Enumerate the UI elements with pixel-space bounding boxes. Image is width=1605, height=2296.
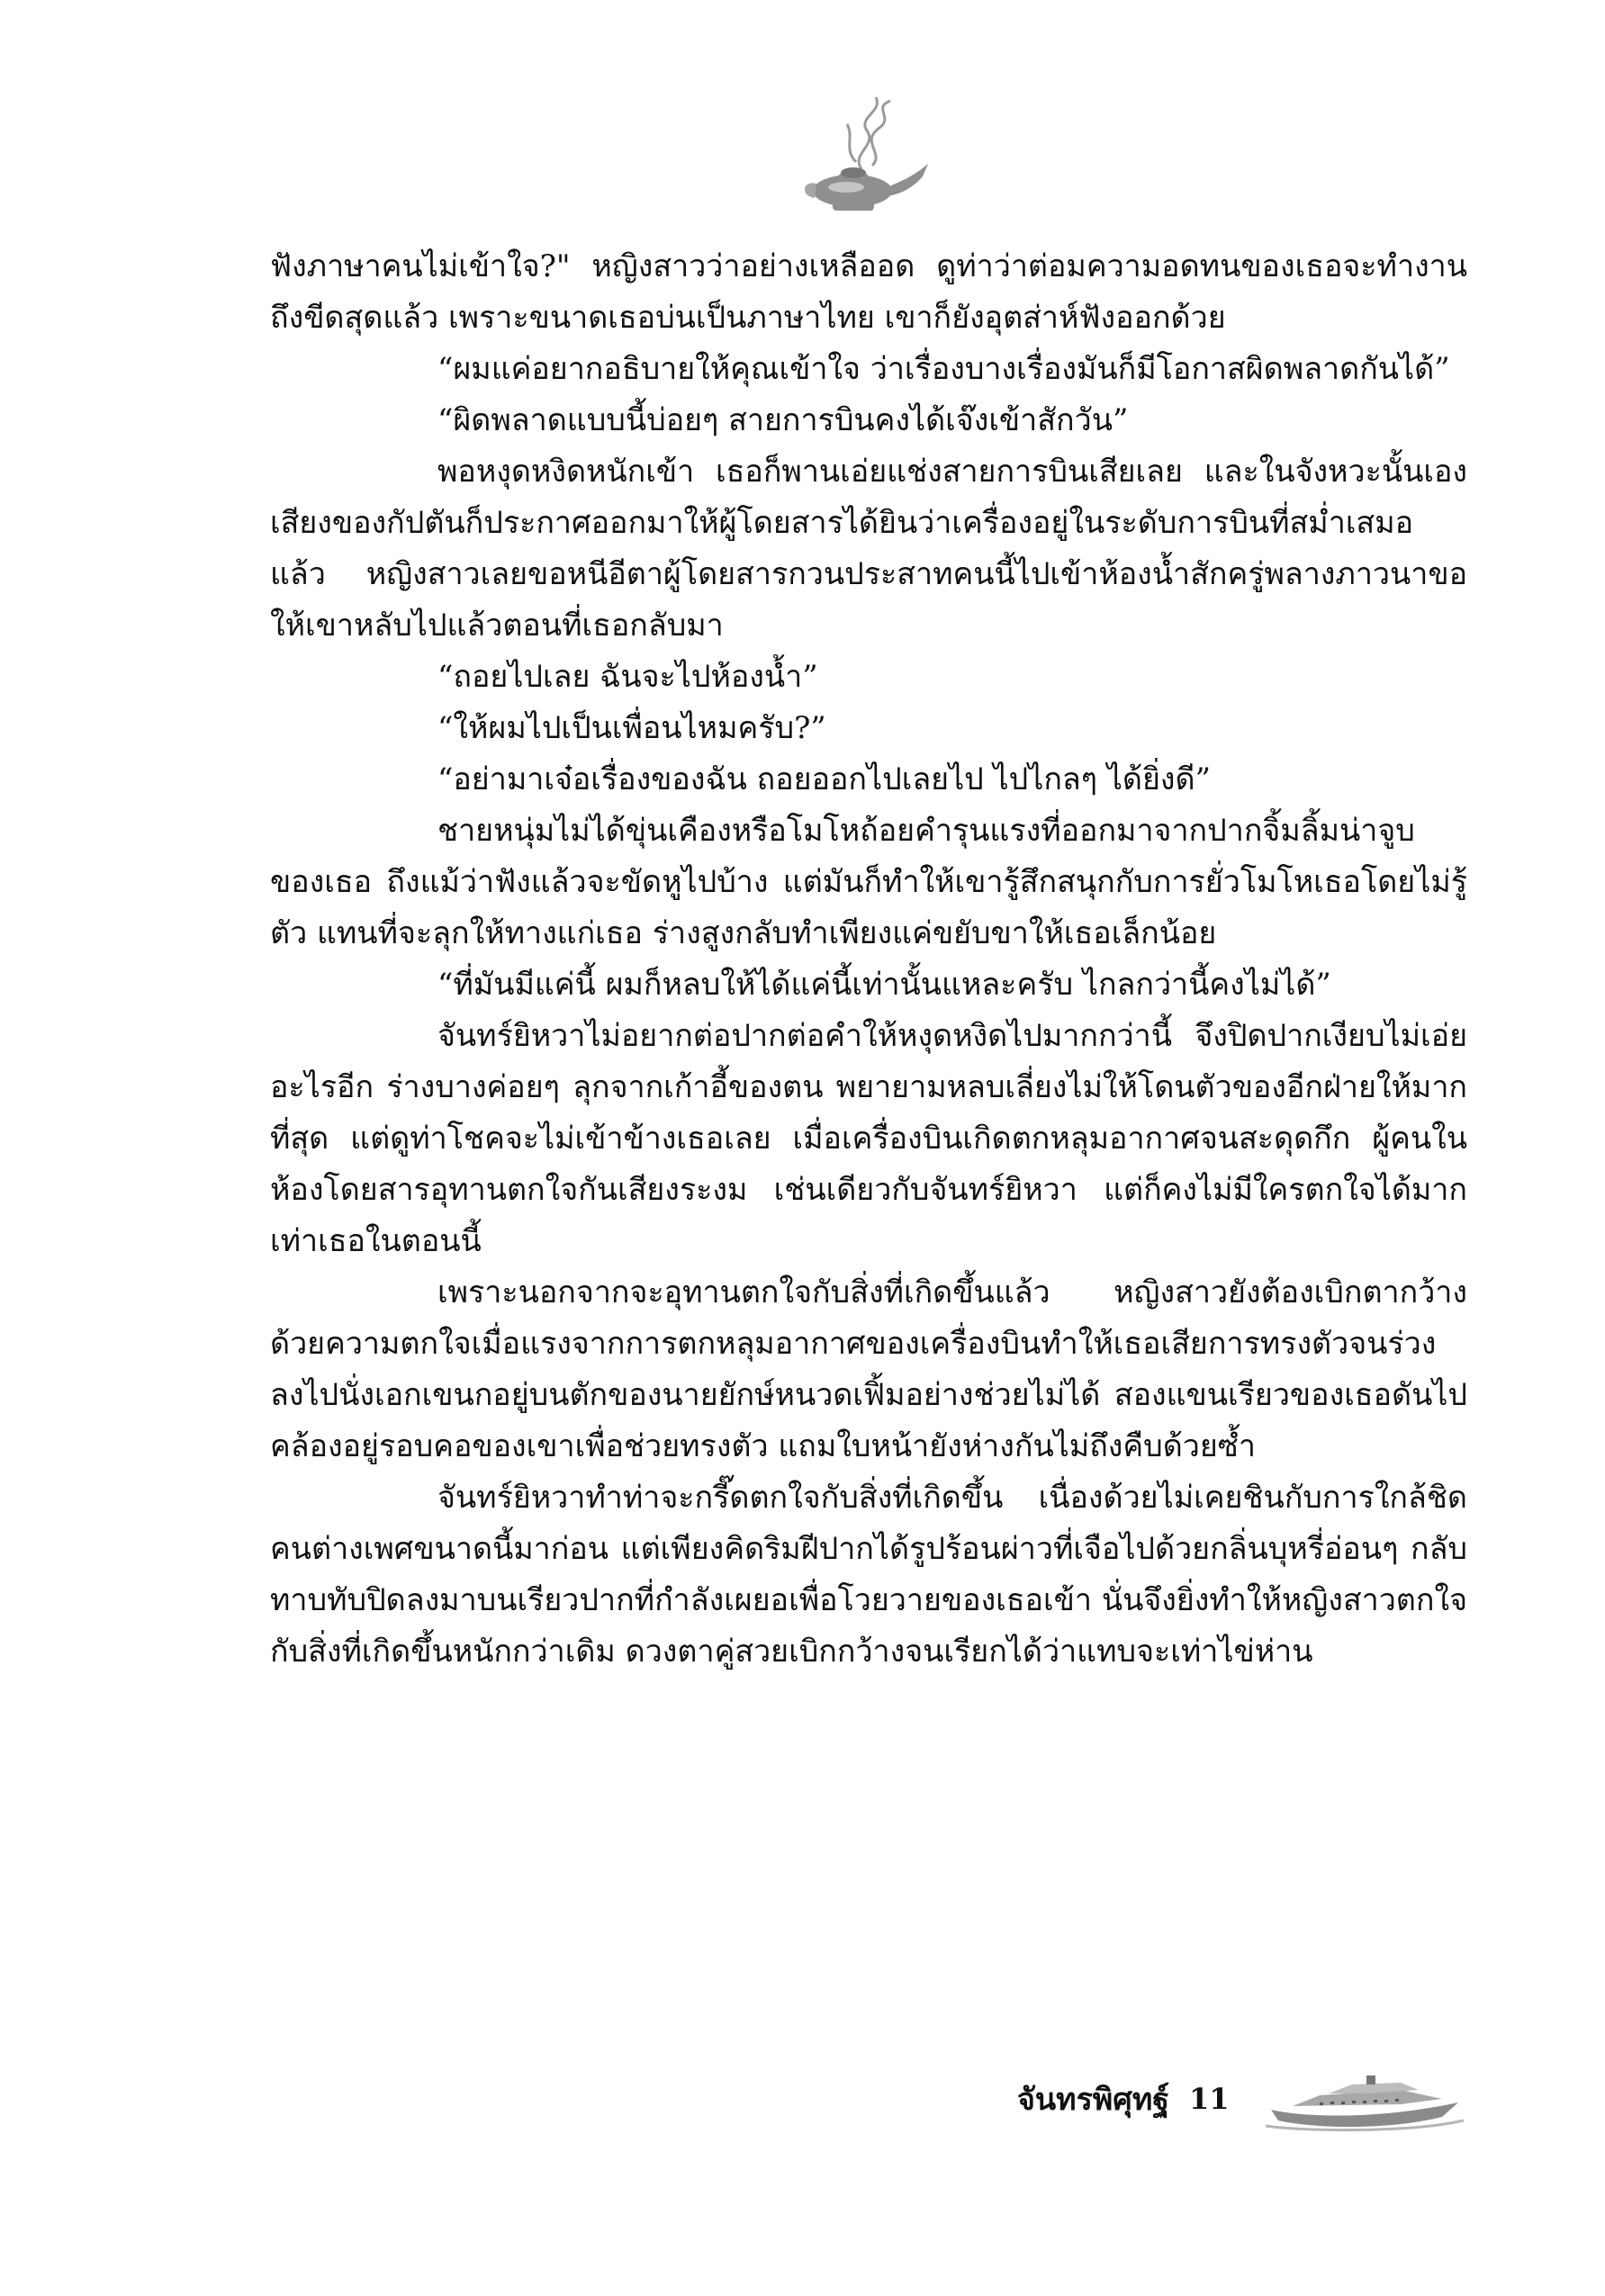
paragraph: เพราะนอกจากจะอุทานตกใจกับสิ่งที่เกิดขึ้นแล้ว หญิงสาวยังต้องเบิกตากว้างด้วยความตกใจเมื่อแรงจากการตกหลุมอากาศของเครื่องบินทำให้เธอเสียการทรงตัวจนร่วงลงไปนั่งเอกเขนกอยู่บนตักของนายยักษ์หนวดเฟิ้มอย่างช่วยไม่ได้ สองแขนเรียวของเธอดันไปคล้องอยู่รอบคอของเขาเพื่อช่วยทรงตัว แถมใบหน้ายังห่างกันไม่ถึงคืบด้วยซ้ำ: [270, 1274, 1467, 1464]
paragraph: ชายหนุ่มไม่ได้ขุ่นเคืองหรือโมโหถ้อยคำรุนแรงที่ออกมาจากปากจิ้มลิ้มน่าจูบของเธอ ถึงแม้ว่าฟังแล้วจะขัดหูไปบ้าง แต่มันก็ทำให้เขารู้สึกสนุกกับการยั่วโมโหเธอโดยไม่รู้ตัว แทนที่จะลุกให้ทางแก่เธอ ร่างสูงกลับทำเพียงแค่ขยับขาให้เธอเล็กน้อย: [270, 813, 1467, 951]
paragraph: “ที่มันมีแค่นี้ ผมก็หลบให้ได้แค่นี้เท่านั้นแหละครับ ไกลกว่านี้คงไม่ได้”: [437, 967, 1331, 1003]
paragraph: “ผมแค่อยากอธิบายให้คุณเข้าใจ ว่าเรื่องบางเรื่องมันก็มีโอกาสผิดพลาดกันได้”: [437, 351, 1450, 387]
cruise-ship-icon: [1266, 2063, 1464, 2135]
paragraph: จันทร์ยิหวาทำท่าจะกรี๊ดตกใจกับสิ่งที่เกิดขึ้น เนื่องด้วยไม่เคยชินกับการใกล้ชิดคนต่างเพศขนาดนี้มาก่อน แต่เพียงคิดริมฝีปากได้รูปร้อนผ่าวที่เจือไปด้วยกลิ่นบุหรี่อ่อนๆ กลับทาบทับปิดลงมาบนเรียวปากที่กำลังเผยอเพื่อโวยวายของเธอเข้า นั่นจึงยิ่งทำให้หญิงสาวตกใจกับสิ่งที่เกิดขึ้นหนักกว่าเดิม ดวงตาคู่สวยเบิกกว้างจนเรียกได้ว่าแทบจะเท่าไข่ห่าน: [270, 1480, 1467, 1670]
page-footer: [1017, 2063, 1464, 2135]
paragraph: “ให้ผมไปเป็นเพื่อนไหมครับ?”: [437, 710, 826, 746]
paragraph: “ถอยไปเลย ฉันจะไปห้องน้ำ”: [437, 659, 818, 695]
paragraph: “อย่ามาเจ๋อเรื่องของฉัน ถอยออกไปเลยไป ไปไกลๆ ได้ยิ่งดี”: [437, 761, 1211, 797]
paragraph: “ผิดพลาดแบบนี้บ่อยๆ สายการบินคงได้เจ๊งเข้าสักวัน”: [437, 402, 1129, 438]
body-text: [270, 241, 1467, 1678]
paragraph: จันทร์ยิหวาไม่อยากต่อปากต่อคำให้หงุดหงิดไปมากกว่านี้ จึงปิดปากเงียบไม่เอ่ยอะไรอีก ร่างบางค่อยๆ ลุกจากเก้าอี้ของตน พยายามหลบเลี่ยงไม่ให้โดนตัวของอีกฝ่ายให้มากที่สุด แต่ดูท่าโชคจะไม่เข้าข้างเธอเลย เมื่อเครื่องบินเกิดตกหลุมอากาศจนสะดุดกึก ผู้คนในห้องโดยสารอุทานตกใจกันเสียงระงม เช่นเดียวกับจันทร์ยิหวา แต่ก็คงไม่มีใครตกใจได้มากเท่าเธอในตอนนี้: [270, 1018, 1467, 1259]
paragraph: พอหงุดหงิดหนักเข้า เธอก็พานเอ่ยแช่งสายการบินเสียเลย และในจังหวะนั้นเองเสียงของกัปตันก็ประกาศออกมาให้ผู้โดยสารได้ยินว่าเครื่องอยู่ในระดับการบินที่สม่ำเสมอแล้ว หญิงสาวเลยขอหนีอีตาผู้โดยสารกวนประสาทคนนี้ไปเข้าห้องน้ำสักครู่พลางภาวนาขอให้เขาหลับไปแล้วตอนที่เธอกลับมา: [270, 454, 1467, 644]
paragraph: ฟังภาษาคนไม่เข้าใจ?" หญิงสาวว่าอย่างเหลืออด ดูท่าว่าต่อมความอดทนของเธอจะทำงานถึงขีดสุดแล้ว เพราะขนาดเธอบ่นเป็นภาษาไทย เขาก็ยังอุตส่าห์ฟังออกด้วย: [270, 248, 1467, 336]
author-name: จันทรพิศุทฐ์: [1017, 2082, 1170, 2118]
genie-lamp-ornament-icon: [797, 90, 932, 221]
page-number: 11: [1189, 2082, 1230, 2116]
